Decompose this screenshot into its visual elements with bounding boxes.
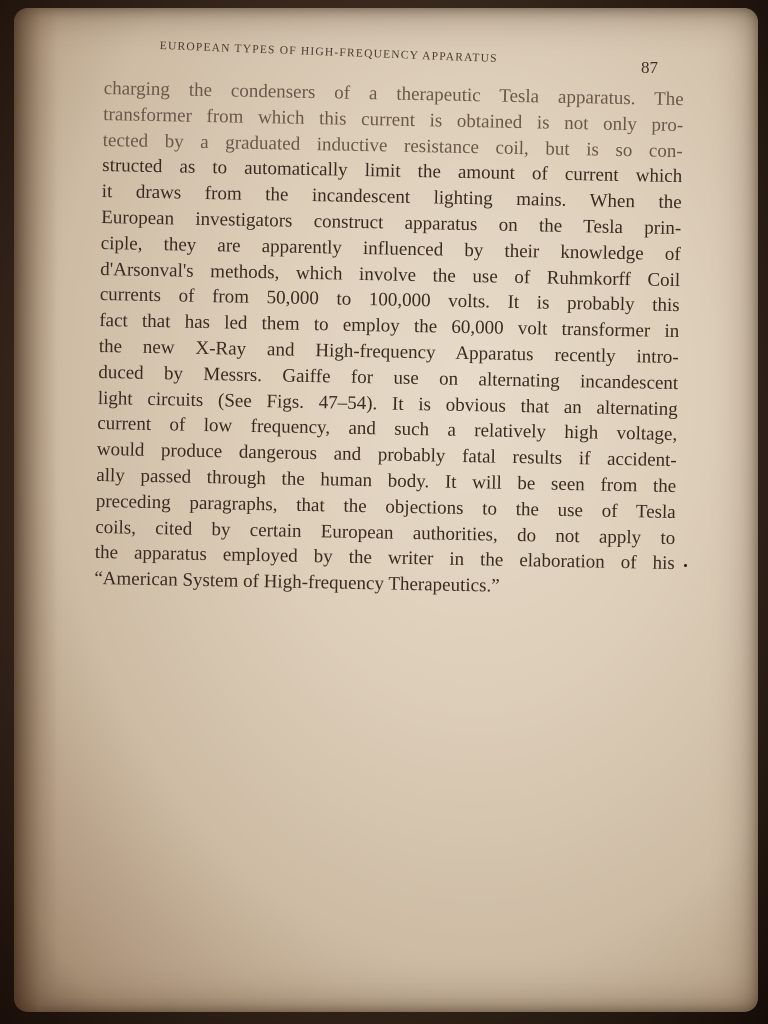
text-line: tected by a graduated inductive resistance coil, but is so con- — [102, 129, 683, 162]
text-line: currents of from 50,000 to 100,000 volts. It is probably this — [99, 284, 680, 317]
text-line: ciple, they are apparently influenced by their knowledge of — [100, 232, 681, 265]
text-line: European investigators construct apparatus on the Tesla prin- — [101, 206, 682, 240]
ink-speck — [684, 564, 687, 567]
text-line: preceding paragraphs, that the objections to the use of Tesla — [95, 490, 676, 523]
text-line: it draws from the incandescent lighting mains. When the — [101, 181, 682, 214]
text-line: the apparatus employed by the writer in the elaboration of his — [94, 542, 675, 575]
page-gutter-shadow — [14, 8, 58, 1012]
text-line: fact that has led them to employ the 60,000 volt transformer in — [99, 310, 680, 343]
text-line: transformer from which this current is obtained is not only pro- — [103, 103, 684, 136]
text-line: d'Arsonval's methods, which involve the use of Ruhmkorff Coil — [100, 258, 681, 291]
text-line: structed as to automatically limit the amount of current which — [102, 155, 683, 188]
text-line: charging the condensers of a therapeutic Tesla apparatus. The — [103, 77, 684, 111]
text-line: would produce dangerous and probably fatal results if accident- — [96, 439, 677, 472]
text-line: duced by Messrs. Gaiffe for use on alternating incandescent — [98, 361, 679, 394]
text-line: current of low frequency, and such a relatively high voltage, — [97, 413, 678, 446]
body-paragraph — [94, 76, 684, 603]
text-line: coils, cited by certain European authorities, do not apply to — [95, 516, 676, 549]
text-line: the new X-Ray and High-frequency Apparatus recently intro- — [98, 335, 679, 369]
page-number: 87 — [641, 58, 658, 77]
running-head: EUROPEAN TYPES OF HIGH-FREQUENCY APPARATUS — [159, 40, 498, 65]
text-line: ally passed through the human body. It will be seen from the — [96, 464, 677, 498]
text-line: “American System of High-frequency Therapeutics.” — [94, 568, 500, 597]
text-line: light circuits (See Figs. 47–54). It is obvious that an alternating — [97, 387, 678, 420]
